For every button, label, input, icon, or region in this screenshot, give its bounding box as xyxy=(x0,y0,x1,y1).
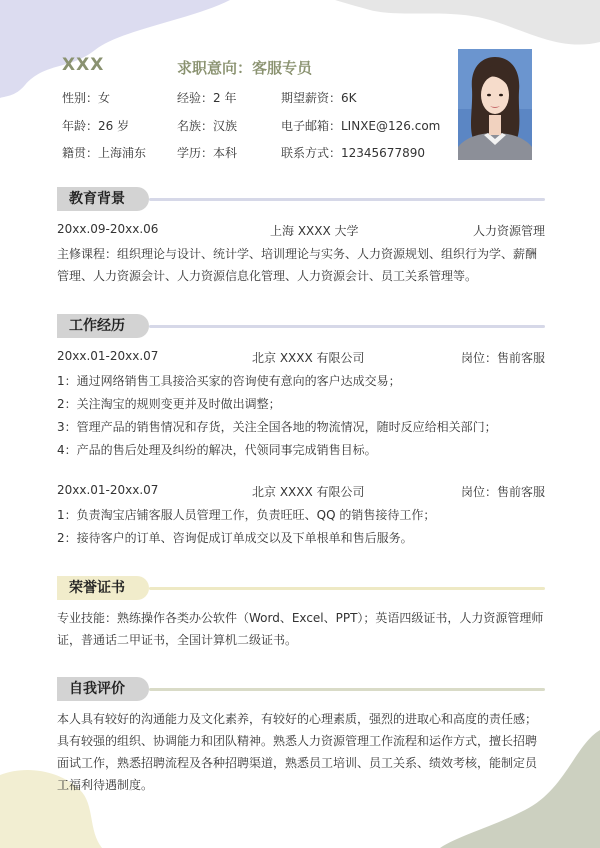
self-evaluation-text: 本人具有较好的沟通能力及文化素养，有较好的心理素质，强烈的进取心和高度的责任感；具有较强的组织、协调能力和团队精神。熟悉人力资源管理工作流程和运作方式，擅长招聘面试工作，熟悉招聘流程及各种招聘渠道，熟悉员工培训、员工关系、绩效考核，能制定员工福利待遇制度。 xyxy=(57,712,538,792)
job-1-position: 岗位：售前客服 xyxy=(460,351,545,365)
avatar-illustration xyxy=(458,49,532,160)
job-2-position: 岗位：售前客服 xyxy=(460,485,545,499)
education-period: 20xx.09-20xx.06 xyxy=(57,222,159,236)
section-divider-education xyxy=(149,198,545,201)
profile-photo xyxy=(458,49,532,160)
job-2-duty-1: 1：负责淘宝店铺客服人员管理工作，负责旺旺、QQ 的销售接待工作； xyxy=(57,508,436,522)
job-2-company: 北京 XXXX 有限公司 xyxy=(252,485,365,499)
section-divider-self xyxy=(149,688,545,691)
top-left-blob xyxy=(0,0,230,98)
job-1-duty-1: 1：通过网络销售工具接洽买家的咨询使有意向的客户达成交易； xyxy=(57,374,401,388)
info-hometown: 籍贯：上海浦东 xyxy=(62,146,147,160)
info-age: 年龄：26 岁 xyxy=(62,119,130,133)
job-2-period: 20xx.01-20xx.07 xyxy=(57,483,159,497)
honors-text: 专业技能：熟练操作各类办公软件（Word、Excel、PPT）；英语四级证书，人力资源管理师证，普通话二甲证书，全国计算机二级证书。 xyxy=(57,611,544,647)
job-1-duty-3: 3：管理产品的销售情况和存货，关注全国各地的物流情况，随时反应给相关部门； xyxy=(57,420,497,434)
job-2-duty-2: 2：接待客户的订单、咨询促成订单成交以及下单根单和售后服务。 xyxy=(57,531,413,545)
job-1-duty-2: 2：关注淘宝的规则变更并及时做出调整； xyxy=(57,397,281,411)
job-1-company: 北京 XXXX 有限公司 xyxy=(252,351,365,365)
section-divider-honors xyxy=(149,587,545,590)
education-major: 人力资源管理 xyxy=(472,224,545,238)
section-title-education: 教育背景 xyxy=(57,187,149,211)
info-email: 电子邮箱：LINXE@126.com xyxy=(281,119,441,133)
info-ethnicity: 名族：汉族 xyxy=(177,119,238,133)
job-objective: 求职意向：客服专员 xyxy=(177,59,313,77)
education-school: 上海 XXXX 大学 xyxy=(270,224,359,238)
info-experience: 经验：2 年 xyxy=(177,91,237,105)
education-courses: 主修课程：组织理论与设计、统计学、培训理论与实务、人力资源规划、组织行为学、薪酬管理、人力资源会计、人力资源信息化管理、人力资源会计、员工关系管理等。 xyxy=(57,247,538,283)
info-education: 学历：本科 xyxy=(177,146,238,160)
job-1-duty-4: 4：产品的售后处理及纠纷的解决，代领同事完成销售目标。 xyxy=(57,443,377,457)
section-title-honors: 荣誉证书 xyxy=(57,576,149,600)
info-gender: 性别：女 xyxy=(62,91,111,105)
info-phone: 联系方式：12345677890 xyxy=(281,146,425,160)
section-title-self: 自我评价 xyxy=(57,677,149,701)
job-1-period: 20xx.01-20xx.07 xyxy=(57,349,159,363)
top-right-blob xyxy=(335,0,600,45)
section-divider-work xyxy=(149,325,545,328)
section-title-work: 工作经历 xyxy=(57,314,149,338)
info-salary: 期望薪资：6K xyxy=(281,91,357,105)
candidate-name: XXX xyxy=(62,55,105,75)
